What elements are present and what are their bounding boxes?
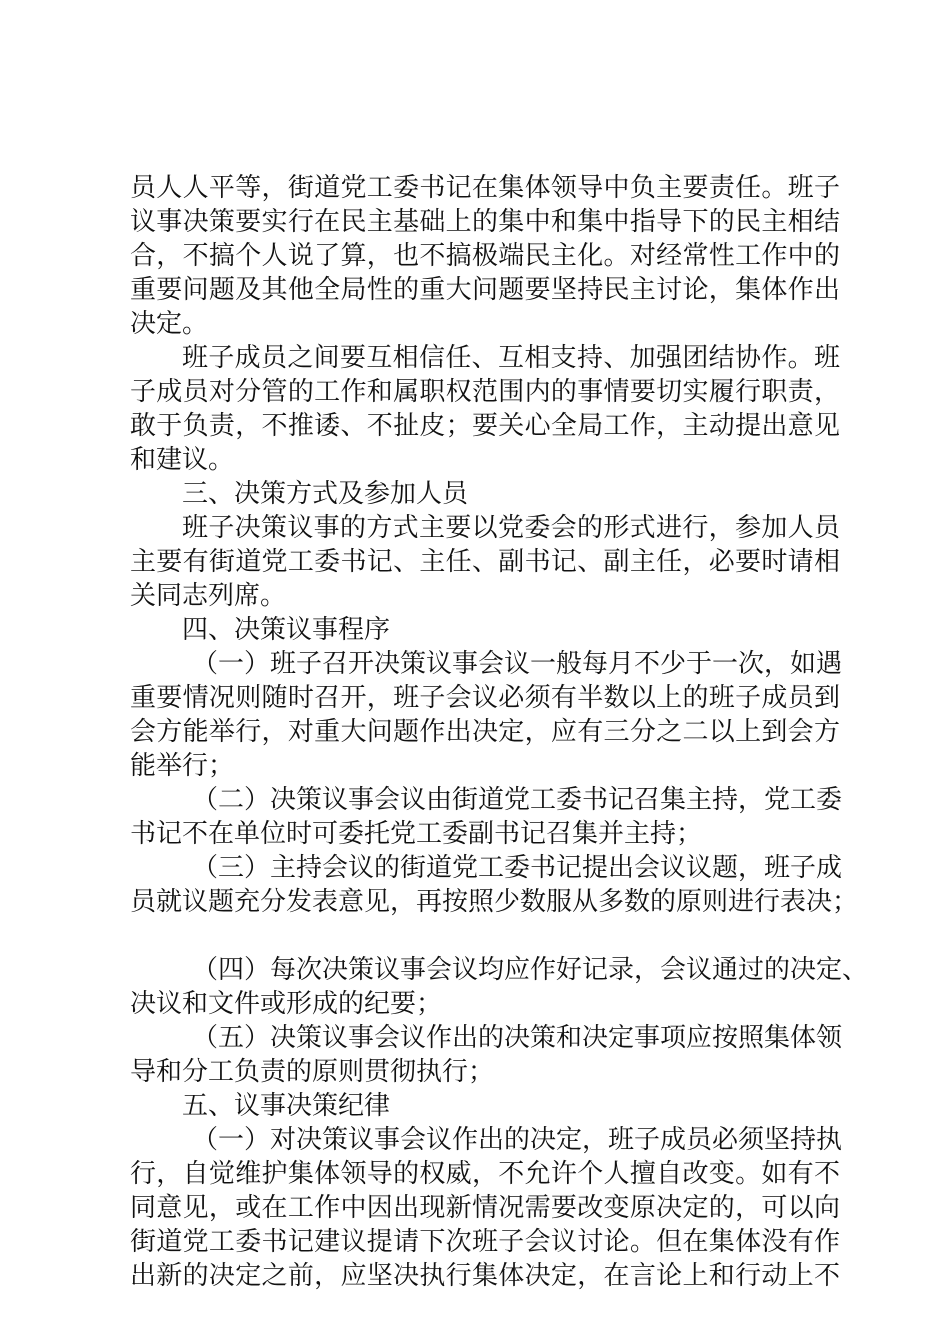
paragraph-line: （二）决策议事会议由街道党工委书记召集主持，党工委: [192, 785, 843, 815]
section-heading: 三、决策方式及参加人员: [182, 479, 469, 509]
paragraph-line: （一）对决策议事会议作出的决定，班子成员必须坚持执: [192, 1125, 843, 1155]
paragraph-line: 出新的决定之前，应坚决执行集体决定，在言论上和行动上不: [130, 1261, 840, 1291]
paragraph-line: 议事决策要实行在民主基础上的集中和集中指导下的民主相结: [130, 207, 840, 237]
paragraph-line: 会方能举行，对重大问题作出决定，应有三分之二以上到会方: [130, 717, 840, 747]
blank-line: [130, 919, 840, 953]
paragraph-line: 班子决策议事的方式主要以党委会的形式进行，参加人员: [182, 513, 840, 543]
paragraph-line: 导和分工负责的原则贯彻执行；: [130, 1057, 495, 1087]
paragraph-line: 敢于负责，不推诿、不扯皮；要关心全局工作，主动提出意见: [130, 411, 840, 441]
paragraph-line: 决议和文件或形成的纪要；: [130, 989, 443, 1019]
paragraph-line: 子成员对分管的工作和属职权范围内的事情要切实履行职责，: [130, 377, 840, 407]
paragraph-line: （四）每次决策议事会议均应作好记录，会议通过的决定、: [192, 955, 869, 985]
paragraph-line: 决定。: [130, 309, 209, 339]
paragraph-line: 员就议题充分发表意见，再按照少数服从多数的原则进行表决；: [130, 887, 859, 917]
paragraph-line: 行，自觉维护集体领导的权威，不允许个人擅自改变。如有不: [130, 1159, 840, 1189]
paragraph-line: 同意见，或在工作中因出现新情况需要改变原决定的，可以向: [130, 1193, 840, 1223]
paragraph-line: 书记不在单位时可委托党工委副书记召集并主持；: [130, 819, 703, 849]
paragraph-line: 和建议。: [130, 445, 235, 475]
paragraph-line: 班子成员之间要互相信任、互相支持、加强团结协作。班: [182, 343, 840, 373]
paragraph-line: 主要有街道党工委书记、主任、副书记、副主任，必要时请相: [130, 547, 840, 577]
paragraph-line: （五）决策议事会议作出的决策和决定事项应按照集体领: [192, 1023, 843, 1053]
paragraph-line: 重要情况则随时召开，班子会议必须有半数以上的班子成员到: [130, 683, 840, 713]
paragraph-line: 合，不搞个人说了算，也不搞极端民主化。对经常性工作中的: [130, 241, 840, 271]
document-page: [130, 171, 869, 1293]
section-heading: 四、决策议事程序: [182, 615, 391, 645]
paragraph-line: （一）班子召开决策议事会议一般每月不少于一次，如遇: [192, 649, 843, 679]
paragraph-line: 重要问题及其他全局性的重大问题要坚持民主讨论，集体作出: [130, 275, 840, 305]
paragraph-line: 关同志列席。: [130, 581, 287, 611]
section-heading: 五、议事决策纪律: [182, 1091, 391, 1121]
paragraph-line: 员人人平等，街道党工委书记在集体领导中负主要责任。班子: [130, 173, 840, 203]
paragraph-line: 街道党工委书记建议提请下次班子会议讨论。但在集体没有作: [130, 1227, 840, 1257]
paragraph-line: 能举行；: [130, 751, 235, 781]
paragraph-line: （三）主持会议的街道党工委书记提出会议议题，班子成: [192, 853, 843, 883]
